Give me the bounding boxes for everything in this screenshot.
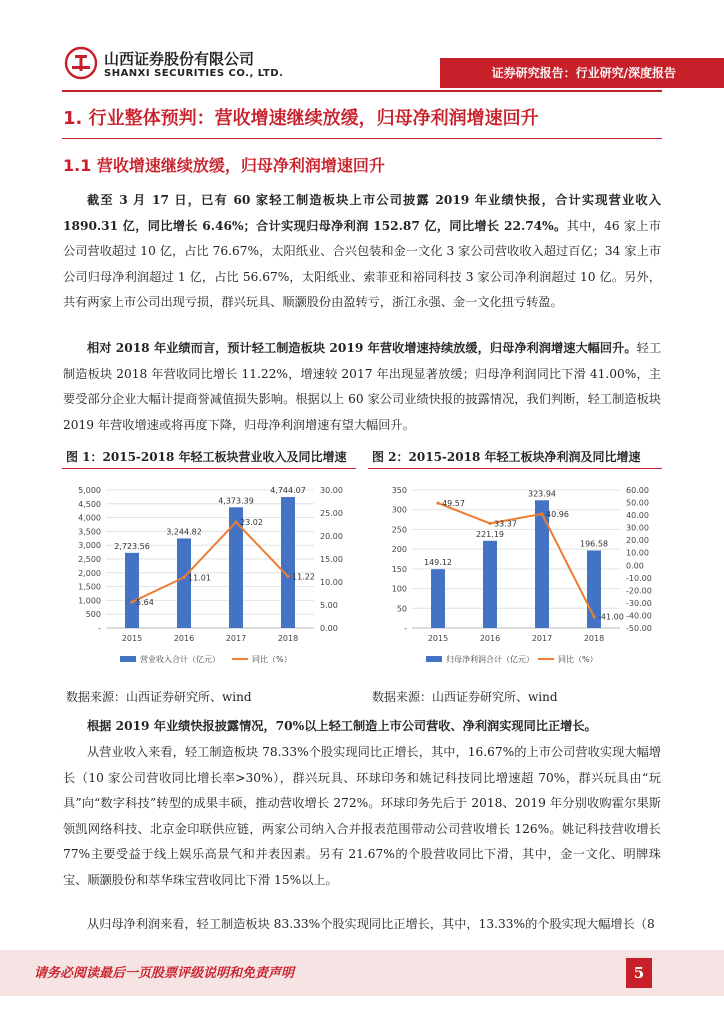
line-data-label: 23.02 bbox=[240, 518, 263, 528]
paragraph-1-bold: 截至 3 月 17 日，已有 60 家轻工制造板块上市公司披露 2019 年业绩快报，合计实现营业收入 1890.31 亿，同比增长 6.46%；合计实现归母净利润 152.87 亿，同比增长 22.74%。 bbox=[63, 193, 661, 233]
bar bbox=[281, 497, 295, 628]
right-tick-label: -20.00 bbox=[626, 586, 652, 596]
legend-bar-swatch bbox=[120, 656, 136, 662]
figure-2-rule bbox=[368, 468, 662, 469]
right-tick-label: 15.00 bbox=[320, 555, 343, 564]
right-tick-label: 0.00 bbox=[626, 561, 644, 571]
bar bbox=[535, 500, 549, 628]
right-tick-label: 60.00 bbox=[626, 486, 649, 495]
left-tick-label: - bbox=[404, 624, 407, 633]
right-tick-label: 10.00 bbox=[320, 578, 343, 587]
bar-data-label: 196.58 bbox=[580, 539, 608, 549]
bar bbox=[125, 553, 139, 628]
line-data-label: 11.22 bbox=[292, 572, 315, 582]
left-tick-label: 200 bbox=[391, 545, 407, 555]
figure-2-title: 图 2：2015-2018 年轻工板块净利润及同比增速 bbox=[372, 450, 641, 464]
left-tick-label: 150 bbox=[391, 564, 407, 574]
bar-data-label: 323.94 bbox=[528, 489, 556, 499]
bar-data-label: 3,244.82 bbox=[166, 527, 202, 537]
line-series bbox=[132, 522, 288, 602]
paragraph-1-text: 其中，46 家上市公司营收超过 10 亿，占比 76.67%，太阳纸业、合兴包装和金一文化 3 家公司营收收入超过百亿；34 家上市公司归母净利润超过 1 亿，占比 56.67%，太阳纸业、索菲亚和裕同科技 3 家公司净利润超过 10 亿。另外，共有两家上市公司出现亏损，群兴玩具、顺灏股份由盈转亏，浙江永强、金一文化扭亏转盈。 bbox=[63, 218, 661, 310]
legend-bar-label: 营业收入合计（亿元） bbox=[140, 655, 220, 664]
x-tick-label: 2018 bbox=[583, 634, 605, 643]
left-tick-label: 3,000 bbox=[78, 541, 101, 551]
figure-1-title: 图 1：2015-2018 年轻工板块营业收入及同比增速 bbox=[66, 450, 347, 464]
right-tick-label: -50.00 bbox=[626, 624, 652, 633]
paragraph-3-bold: 根据 2019 年业绩快报披露情况，70%以上轻工制造上市公司营收、净利润实现同比正增长。 bbox=[87, 719, 597, 733]
left-tick-label: 300 bbox=[391, 505, 407, 515]
line-point bbox=[182, 576, 185, 579]
right-tick-label: 5.00 bbox=[320, 601, 338, 610]
left-tick-label: 4,500 bbox=[78, 499, 101, 509]
x-tick-label: 2017 bbox=[225, 634, 247, 643]
line-point bbox=[286, 575, 289, 578]
figure-1-rule bbox=[62, 468, 356, 469]
right-tick-label: -40.00 bbox=[626, 611, 652, 621]
bar-data-label: 4,744.07 bbox=[270, 486, 306, 496]
left-tick-label: 500 bbox=[85, 610, 101, 620]
right-tick-label: 0.00 bbox=[320, 624, 338, 633]
x-tick-label: 2016 bbox=[479, 634, 501, 643]
left-tick-label: 2,500 bbox=[78, 555, 101, 564]
legend-line-label: 同比（%） bbox=[252, 655, 292, 664]
legend-line-label: 同比（%） bbox=[558, 655, 598, 664]
right-tick-label: 30.00 bbox=[320, 486, 343, 495]
left-tick-label: 50 bbox=[396, 604, 407, 614]
revenue-chart bbox=[62, 476, 358, 680]
bar-data-label: 4,373.39 bbox=[218, 496, 254, 506]
section-heading: 1. 行业整体预判：营收增速继续放缓，归母净利润增速回升 bbox=[63, 108, 539, 129]
bar bbox=[431, 569, 445, 628]
x-tick-label: 2018 bbox=[277, 634, 299, 643]
line-data-label: -41.00 bbox=[598, 612, 624, 622]
bar bbox=[483, 541, 497, 628]
company-name-en: SHANXI SECURITIES CO., LTD. bbox=[104, 68, 284, 79]
left-tick-label: 250 bbox=[391, 525, 407, 535]
left-tick-label: 5,000 bbox=[78, 486, 101, 495]
company-name-cn: 山西证券股份有限公司 bbox=[104, 50, 255, 68]
left-tick-label: 4,000 bbox=[78, 513, 101, 523]
left-tick-label: 100 bbox=[391, 584, 407, 594]
line-point bbox=[234, 521, 237, 524]
figure-1-source: 数据来源：山西证券研究所、wind bbox=[66, 690, 252, 704]
right-tick-label: 25.00 bbox=[320, 509, 343, 518]
right-tick-label: 40.00 bbox=[626, 511, 649, 521]
header-rule bbox=[62, 90, 662, 92]
left-tick-label: 3,500 bbox=[78, 527, 101, 537]
legend-bar-label: 归母净利润合计（亿元） bbox=[446, 655, 534, 664]
line-point bbox=[540, 512, 543, 515]
right-tick-label: -30.00 bbox=[626, 598, 652, 608]
x-tick-label: 2015 bbox=[121, 634, 143, 643]
paragraph-5: 从归母净利润来看，轻工制造板块 83.33%个股实现同比正增长，其中，13.33%的个股实现大幅增长（8 bbox=[87, 917, 655, 931]
bar-data-label: 149.12 bbox=[424, 558, 452, 568]
line-point bbox=[130, 600, 133, 603]
left-tick-label: 1,000 bbox=[78, 596, 101, 606]
line-data-label: 40.96 bbox=[546, 509, 569, 519]
x-tick-label: 2015 bbox=[427, 634, 449, 643]
line-data-label: 5.64 bbox=[136, 598, 154, 608]
legend-bar-swatch bbox=[426, 656, 442, 662]
right-tick-label: 30.00 bbox=[626, 523, 649, 533]
company-logo bbox=[64, 46, 98, 80]
line-point bbox=[488, 522, 491, 525]
line-point bbox=[592, 615, 595, 618]
paragraph-2-text: 轻工制造板块 2018 年营收同比增长 11.22%，增速较 2017 年出现显著放缓；归母净利润同比下滑 41.00%，主要受部分企业大幅计提商誉减值损失影响。根据以上 60 家公司业绩快报的披露情况，我们判断，轻工制造板块 2019 年营收增速或将再度下降，归母净利润增速有望大幅回升。 bbox=[63, 341, 662, 432]
paragraph-2 bbox=[63, 336, 661, 438]
left-tick-label: - bbox=[98, 624, 101, 633]
page-number: 5 bbox=[626, 958, 652, 988]
right-tick-label: 50.00 bbox=[626, 498, 649, 508]
figure-2-source: 数据来源：山西证券研究所、wind bbox=[372, 690, 558, 704]
left-tick-label: 350 bbox=[391, 486, 407, 495]
left-tick-label: 2,000 bbox=[78, 568, 101, 578]
line-data-label: 49.57 bbox=[442, 499, 465, 509]
right-tick-label: 20.00 bbox=[626, 536, 649, 546]
paragraph-1 bbox=[63, 188, 661, 316]
right-tick-label: 10.00 bbox=[626, 548, 649, 558]
net-profit-chart bbox=[368, 476, 664, 680]
paragraph-4: 从营业收入来看，轻工制造板块 78.33%个股实现同比正增长，其中，16.67%的上市公司营收实现大幅增长（10 家公司营收同比增长率>30%），群兴玩具、环球印务和姚记科技同比增速超 70%，群兴玩具由“玩具”向“数字科技”转型的成果丰硕，推动营收增长 272%。环球印务先后于 2018、2019 年分别收购霍尔果斯领凯网络科技、北京金印联供应链，两家公司纳入合并报表范围带动公司营收增长 126%。姚记科技营收增长 77%主要受益于线上娱乐高景气和并表因素。另有 21.67%的个股营收同比下滑，其中，金一文化、明牌珠宝、顺灏股份和萃华珠宝营收同比下滑 15%以上。 bbox=[63, 745, 661, 887]
paragraph-2-bold: 相对 2018 年业绩而言，预计轻工制造板块 2019 年营收增速持续放缓，归母净利润增速大幅回升。 bbox=[87, 341, 637, 355]
heading-rule bbox=[62, 138, 662, 139]
line-data-label: 11.01 bbox=[188, 573, 211, 583]
report-type: 证券研究报告：行业研究/深度报告 bbox=[491, 66, 676, 80]
bar-data-label: 2,723.56 bbox=[114, 541, 150, 551]
x-tick-label: 2017 bbox=[531, 634, 553, 643]
line-point bbox=[436, 501, 439, 504]
line-data-label: 33.37 bbox=[494, 519, 517, 529]
paragraph-3 bbox=[63, 714, 661, 740]
x-tick-label: 2016 bbox=[173, 634, 195, 643]
bar bbox=[177, 538, 191, 628]
left-tick-label: 1,500 bbox=[78, 582, 101, 592]
right-tick-label: 20.00 bbox=[320, 532, 343, 541]
footer-disclaimer: 请务必阅读最后一页股票评级说明和免责声明 bbox=[34, 966, 295, 981]
bar-data-label: 221.19 bbox=[476, 529, 504, 539]
right-tick-label: -10.00 bbox=[626, 573, 652, 583]
subsection-heading: 1.1 营收增速继续放缓，归母净利润增速回升 bbox=[63, 156, 385, 175]
